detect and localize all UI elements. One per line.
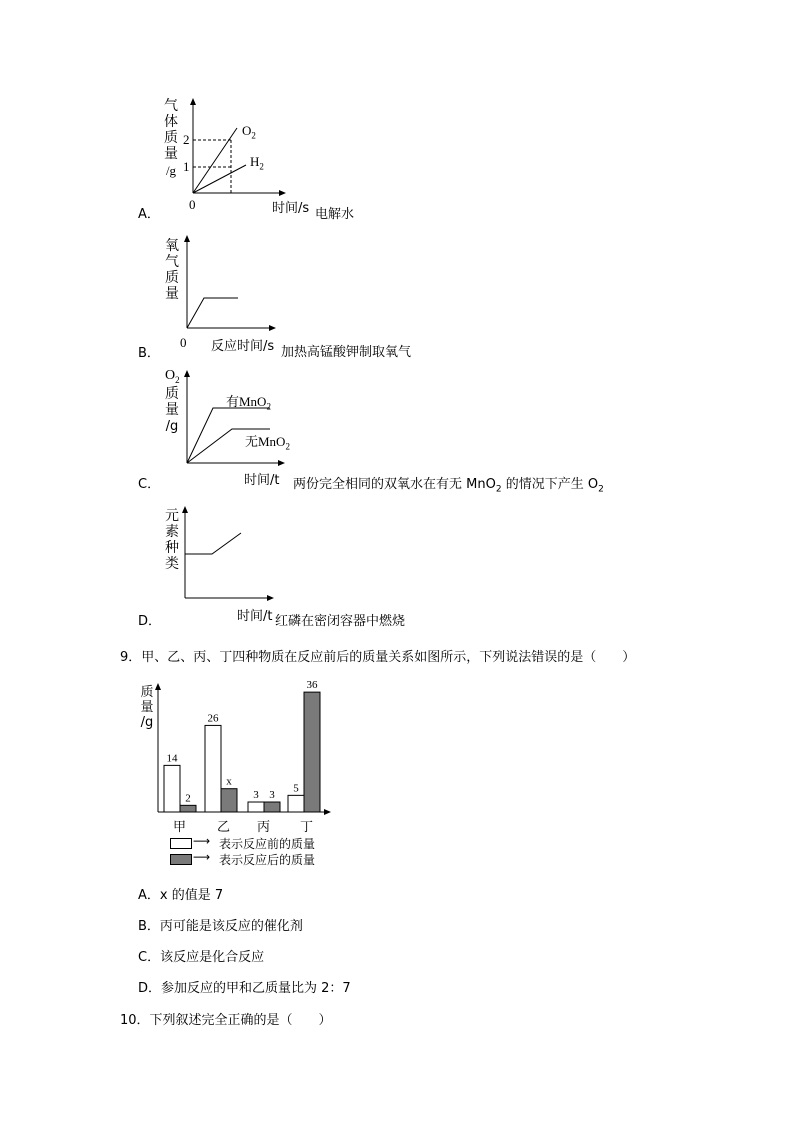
graph-b-ylabel-char: 氧 — [165, 238, 179, 254]
bar — [205, 725, 221, 812]
q9-ylabel-char: /g — [140, 715, 154, 730]
without-mno2-label: 无MnO$_2$ — [245, 434, 290, 452]
with-mno2-label: 有MnO$_2$ — [226, 394, 271, 412]
legend-after-label: 表示反应后的质量 — [219, 853, 316, 867]
graph-c-ylabel-char: 量 — [165, 402, 179, 418]
bar-value-label: 2 — [185, 792, 191, 805]
bar-value-label: 14 — [166, 752, 178, 765]
bar-value-label: 5 — [293, 782, 299, 795]
graph-b-ylabel-char: 气 — [165, 254, 179, 270]
graph-c-ylabel-char: 质 — [165, 386, 179, 402]
q9-option-d: D．参加反应的甲和乙质量比为 2：7 — [138, 981, 351, 996]
graph-a-ylabel-char: 量 — [164, 147, 178, 162]
bar — [264, 802, 280, 812]
graph-c-ylabel-char: /g — [165, 419, 179, 434]
bar-value-label: 26 — [207, 712, 219, 725]
legend-before-swatch — [170, 838, 192, 849]
graph-d-ylabel-char: 类 — [165, 556, 179, 572]
legend-before-label: 表示反应前的质量 — [219, 837, 316, 851]
bar — [304, 692, 320, 812]
category-label: 丙 — [257, 820, 271, 835]
q9-option-a: A．x 的值是 7 — [138, 888, 224, 903]
bar — [221, 789, 237, 812]
option-d-label: D． — [138, 614, 162, 629]
graph-c-ylabel-o2: $O_2$ — [165, 368, 180, 385]
graph-c-xlabel: 时间/t — [244, 473, 280, 488]
origin-label: 0 — [189, 197, 196, 212]
option-b-label: B． — [138, 346, 160, 361]
graph-b-ylabel-char: 质 — [165, 270, 179, 286]
category-label: 乙 — [217, 820, 231, 835]
graph-a-ylabel-char: 质 — [164, 131, 178, 146]
category-label: 甲 — [173, 820, 187, 835]
graph-d-ylabel-char: 元 — [165, 508, 179, 524]
category-label: 丁 — [300, 820, 314, 835]
q9-option-c: C．该反应是化合反应 — [138, 950, 265, 965]
graph-a-ylabel-char: /g — [165, 163, 177, 178]
q9-ylabel-char: 质 — [140, 685, 154, 700]
graph-b-xlabel: 反应时间/s — [211, 339, 275, 354]
option-c-desc: 两份完全相同的双氧水在有无 MnO$_2$ 的情况下产生 $O_2$ — [293, 477, 604, 495]
bar — [164, 765, 180, 812]
q9-ylabel-char: 量 — [140, 700, 154, 715]
option-d-desc: 红磷在密闭容器中燃烧 — [275, 614, 406, 629]
option-a-label: A． — [138, 207, 160, 222]
option-c-label: C． — [138, 477, 161, 492]
bar-value-label: 3 — [269, 789, 275, 802]
graph-a-ylabel-char: 体 — [164, 115, 178, 130]
graph-a-ylabel-char: 气 — [164, 99, 178, 114]
legend-after-swatch — [170, 854, 192, 865]
graph-d-ylabel-char: 素 — [165, 524, 179, 540]
bar-value-label: 36 — [306, 679, 318, 692]
legend-arrow-icon: ⟶ — [193, 850, 211, 864]
bar — [248, 802, 264, 812]
h2-label: $H_2$ — [250, 154, 264, 172]
option-a-desc: 电解水 — [315, 207, 355, 222]
bar-value-label: x — [226, 775, 232, 788]
bar — [180, 805, 196, 812]
graph-b-ylabel-char: 量 — [165, 286, 179, 302]
bar — [288, 795, 304, 812]
graph-d-ylabel-char: 种 — [165, 540, 179, 556]
tick-label-2: 2 — [183, 132, 190, 147]
tick-label-1: 1 — [183, 159, 190, 174]
graph-d-xlabel: 时间/t — [237, 609, 273, 624]
graph-a-xlabel: 时间/s — [272, 201, 310, 216]
option-b-desc: 加热高锰酸钾制取氧气 — [281, 345, 412, 360]
q9-option-b: B．丙可能是该反应的催化剂 — [138, 919, 303, 934]
o2-label: $O_2$ — [242, 123, 256, 141]
origin-label: 0 — [180, 335, 187, 350]
bar-value-label: 3 — [253, 789, 259, 802]
legend-arrow-icon: ⟶ — [193, 834, 211, 848]
question-9-stem: 9．甲、乙、丙、丁四种物质在反应前后的质量关系如图所示，下列说法错误的是（ ） — [120, 650, 636, 665]
question-10-stem: 10．下列叙述完全正确的是（ ） — [120, 1013, 332, 1028]
